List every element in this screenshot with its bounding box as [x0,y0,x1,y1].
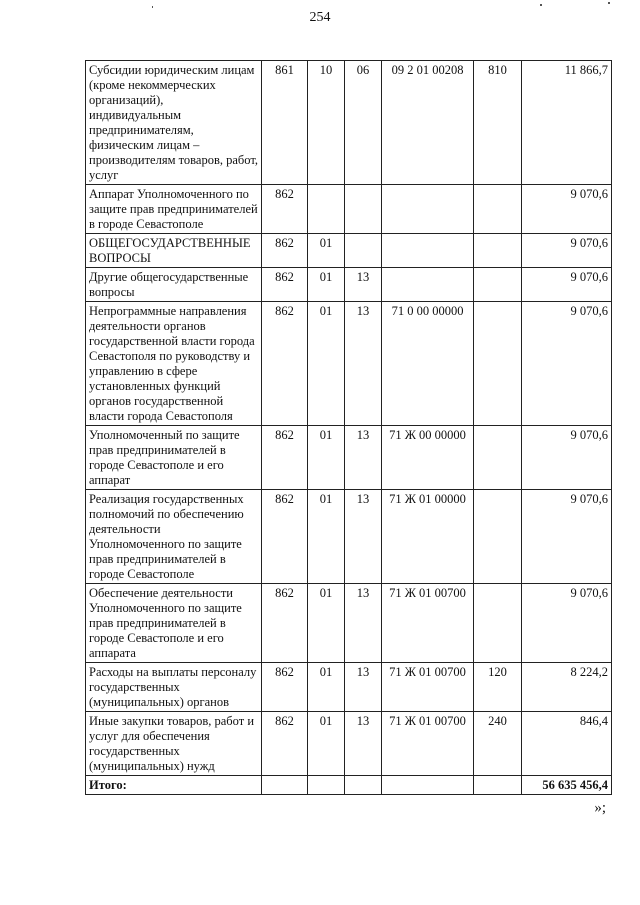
total-label: Итого: [86,776,262,795]
row-target-article-cell: 71 Ж 00 00000 [382,426,474,490]
row-expense-type-cell: 810 [474,61,522,185]
row-expense-type-cell [474,426,522,490]
row-name-cell: Обеспечение деятельности Уполномоченного по защите прав предпринимателей в городе Севастополе и его аппарата [86,584,262,663]
row-ved-cell: 862 [262,234,308,268]
row-section-cell: 01 [308,663,345,712]
table-row [86,712,612,776]
row-sum-cell: 9 070,6 [522,426,612,490]
row-sum-cell: 846,4 [522,712,612,776]
row-sum-cell: 9 070,6 [522,185,612,234]
total-empty-cell [382,776,474,795]
row-sum-cell: 9 070,6 [522,234,612,268]
row-expense-type-cell [474,302,522,426]
row-name-cell: Реализация государственных полномочий по обеспечению деятельности Уполномоченного по защите прав предпринимателей в городе Севастополе [86,490,262,584]
row-name-cell: Другие общегосударственные вопросы [86,268,262,302]
row-expense-type-cell [474,185,522,234]
row-sum-cell: 9 070,6 [522,584,612,663]
row-sum-cell: 11 866,7 [522,61,612,185]
row-section-cell: 01 [308,584,345,663]
row-name-cell: Субсидии юридическим лицам (кроме некоммерческих организаций), индивидуальным предпринимателям, физическим лицам – производителям товаров, работ, услуг [86,61,262,185]
page-number: 254 [309,10,331,25]
total-empty-cell [262,776,308,795]
total-empty-cell [345,776,382,795]
row-sum-cell: 9 070,6 [522,302,612,426]
row-target-article-cell [382,185,474,234]
row-expense-type-cell [474,490,522,584]
row-ved-cell: 862 [262,584,308,663]
table-row [86,61,612,185]
scan-speck [152,6,153,8]
row-target-article-cell: 71 Ж 01 00700 [382,584,474,663]
row-ved-cell: 862 [262,712,308,776]
total-row [86,776,612,795]
row-name-cell: Аппарат Уполномоченного по защите прав предпринимателей в городе Севастополе [86,185,262,234]
total-sum: 56 635 456,4 [522,776,612,795]
row-subsection-cell [345,185,382,234]
row-sum-cell: 9 070,6 [522,490,612,584]
table-row [86,268,612,302]
closing-quote-mark: »; [594,800,606,816]
row-expense-type-cell: 240 [474,712,522,776]
row-expense-type-cell [474,234,522,268]
row-target-article-cell: 71 Ж 01 00700 [382,712,474,776]
row-ved-cell: 862 [262,185,308,234]
row-ved-cell: 862 [262,490,308,584]
row-section-cell: 01 [308,490,345,584]
row-expense-type-cell [474,268,522,302]
row-ved-cell: 862 [262,302,308,426]
row-sum-cell: 9 070,6 [522,268,612,302]
row-subsection-cell: 13 [345,584,382,663]
total-empty-cell [474,776,522,795]
row-section-cell: 10 [308,61,345,185]
row-section-cell: 01 [308,426,345,490]
total-empty-cell [308,776,345,795]
table-row [86,185,612,234]
row-expense-type-cell: 120 [474,663,522,712]
row-target-article-cell: 09 2 01 00208 [382,61,474,185]
row-sum-cell: 8 224,2 [522,663,612,712]
scan-speck [540,4,542,6]
row-name-cell: ОБЩЕГОСУДАРСТВЕННЫЕ ВОПРОСЫ [86,234,262,268]
row-section-cell: 01 [308,712,345,776]
table-row [86,663,612,712]
row-name-cell: Расходы на выплаты персоналу государственных (муниципальных) органов [86,663,262,712]
row-subsection-cell: 06 [345,61,382,185]
row-target-article-cell [382,268,474,302]
scan-speck [608,2,610,4]
row-subsection-cell: 13 [345,268,382,302]
row-section-cell: 01 [308,234,345,268]
table-row [86,302,612,426]
row-ved-cell: 862 [262,268,308,302]
budget-table [85,60,612,795]
row-section-cell [308,185,345,234]
table-row [86,426,612,490]
row-subsection-cell: 13 [345,302,382,426]
row-subsection-cell: 13 [345,426,382,490]
row-ved-cell: 862 [262,426,308,490]
table-row [86,584,612,663]
table-row [86,490,612,584]
row-name-cell: Уполномоченный по защите прав предпринимателей в городе Севастополе и его аппарат [86,426,262,490]
row-ved-cell: 861 [262,61,308,185]
row-section-cell: 01 [308,302,345,426]
row-subsection-cell: 13 [345,490,382,584]
row-expense-type-cell [474,584,522,663]
row-subsection-cell: 13 [345,663,382,712]
row-name-cell: Непрограммные направления деятельности органов государственной власти города Севастополя по руководству и управлению в сфере установленных функций органов государственной власти города Севастополя [86,302,262,426]
row-target-article-cell: 71 Ж 01 00000 [382,490,474,584]
row-target-article-cell: 71 0 00 00000 [382,302,474,426]
row-subsection-cell [345,234,382,268]
row-ved-cell: 862 [262,663,308,712]
row-target-article-cell: 71 Ж 01 00700 [382,663,474,712]
table-row [86,234,612,268]
row-section-cell: 01 [308,268,345,302]
row-name-cell: Иные закупки товаров, работ и услуг для обеспечения государственных (муниципальных) нужд [86,712,262,776]
row-target-article-cell [382,234,474,268]
row-subsection-cell: 13 [345,712,382,776]
